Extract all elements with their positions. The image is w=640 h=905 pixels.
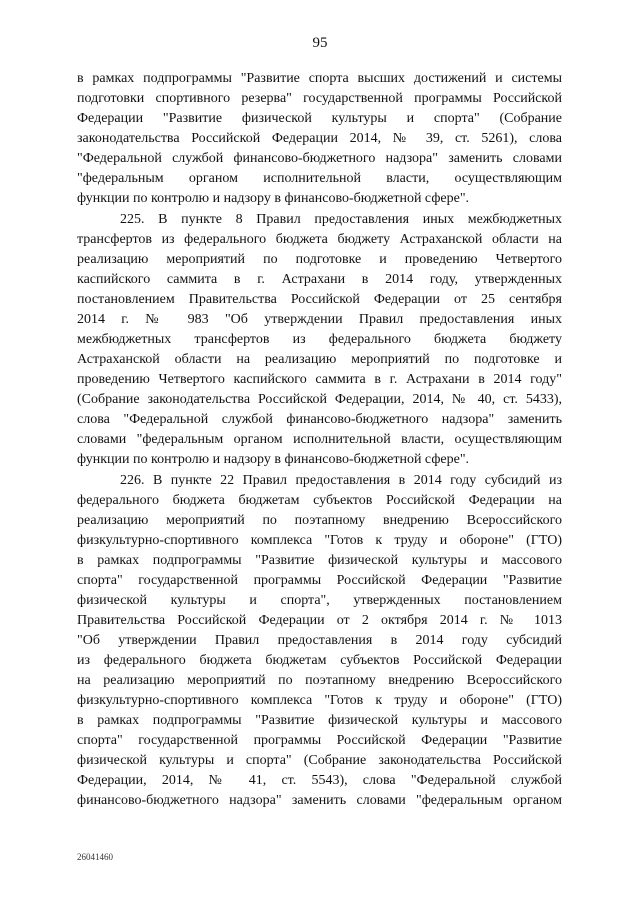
text-line: 226. В пункте 22 Правил предоставления в 2014 году субсидий из — [120, 473, 562, 488]
text-line: из федерального бюджета бюджетам субъектов Российской Федерации — [77, 653, 562, 668]
text-line: функции по контролю и надзору в финансово-бюджетной сфере". — [77, 452, 470, 467]
text-line: каспийского саммита в г. Астрахани в 2014 году, утвержденных — [77, 272, 562, 287]
text-line: Федерации, 2014, № 41, ст. 5543), слова "Федеральной службой — [77, 773, 562, 788]
text-line: в рамках подпрограммы "Развитие спорта высших достижений и системы — [77, 71, 562, 86]
text-line: федерального бюджета бюджетам субъектов Российской Федерации на — [77, 493, 562, 508]
text-line: словами "федеральным органом исполнительной власти, осуществляющим — [77, 432, 562, 447]
text-line: проведению Четвертого каспийского саммита в г. Астрахани в 2014 году" — [77, 372, 562, 387]
text-line: на реализацию мероприятий по поэтапному внедрению Всероссийского — [77, 673, 562, 688]
text-line: слова "Федеральной службой финансово-бюджетного надзора" заменить — [77, 412, 562, 427]
text-line: межбюджетных трансфертов из федерального бюджета бюджету — [77, 332, 562, 347]
page-number: 95 — [312, 35, 328, 51]
text-line: (Собрание законодательства Российской Федерации, 2014, № 40, ст. 5433), — [77, 392, 562, 407]
text-line: "федеральным органом исполнительной власти, осуществляющим — [77, 171, 562, 186]
text-line: спорта" государственной программы Российской Федерации "Развитие — [77, 733, 562, 748]
text-line: законодательства Российской Федерации 2014, № 39, ст. 5261), слова — [77, 131, 562, 146]
text-line: физкультурно-спортивного комплекса "Готов к труду и обороне" (ГТО) — [77, 533, 562, 548]
text-line: физической культуры и спорта" (Собрание законодательства Российской — [77, 753, 562, 768]
text-line: "Об утверждении Правил предоставления в 2014 году субсидий — [77, 633, 562, 648]
text-line: в рамках подпрограммы "Развитие физической культуры и массового — [77, 713, 562, 728]
document-code: 26041460 — [77, 852, 113, 862]
text-line: "Федеральной службой финансово-бюджетного надзора" заменить словами — [77, 151, 562, 166]
text-line: в рамках подпрограммы "Развитие физической культуры и массового — [77, 553, 562, 568]
text-line: физической культуры и спорта", утвержденных постановлением — [77, 593, 562, 608]
text-line: Астраханской области на реализацию мероприятий по подготовке и — [77, 352, 562, 367]
text-line: финансово-бюджетного надзора" заменить словами "федеральным органом — [77, 793, 562, 808]
text-line: реализацию мероприятий по подготовке и проведению Четвертого — [77, 252, 562, 267]
text-line: Правительства Российской Федерации от 2 октября 2014 г. № 1013 — [77, 613, 562, 628]
text-line: трансфертов из федерального бюджета бюджету Астраханской области на — [77, 232, 562, 247]
text-line: 2014 г. № 983 "Об утверждении Правил предоставления иных — [77, 312, 562, 327]
text-line: реализацию мероприятий по поэтапному внедрению Всероссийского — [77, 513, 562, 528]
text-line: постановлением Правительства Российской Федерации от 25 сентября — [77, 292, 562, 307]
text-line: спорта" государственной программы Российской Федерации "Развитие — [77, 573, 562, 588]
text-line: функции по контролю и надзору в финансово-бюджетной сфере". — [77, 191, 470, 206]
text-line: 225. В пункте 8 Правил предоставления иных межбюджетных — [120, 212, 562, 227]
text-line: физкультурно-спортивного комплекса "Готов к труду и обороне" (ГТО) — [77, 693, 562, 708]
text-line: подготовки спортивного резерва" государственной программы Российской — [77, 91, 562, 106]
text-line: Федерации "Развитие физической культуры и спорта" (Собрание — [77, 111, 562, 126]
